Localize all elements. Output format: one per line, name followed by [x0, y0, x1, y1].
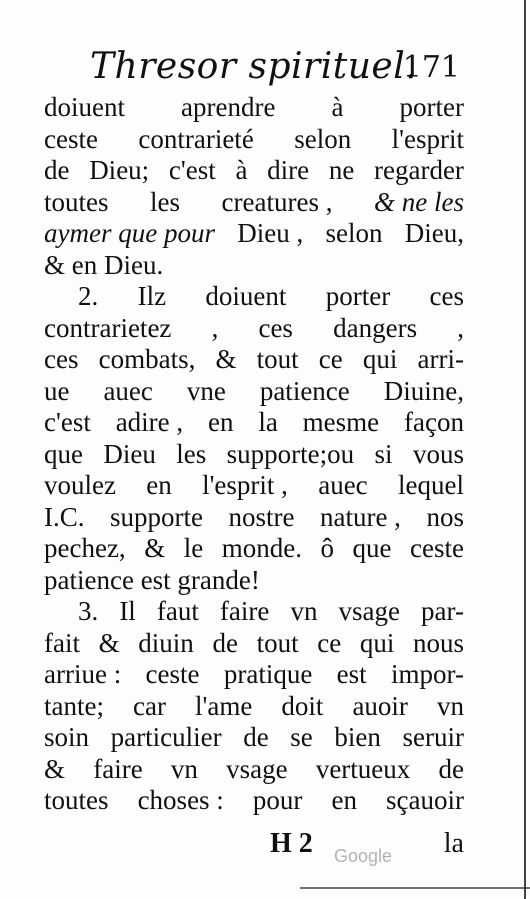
word: aprendre	[181, 92, 276, 122]
word: dangers	[333, 312, 418, 343]
word: bien	[334, 722, 381, 752]
word: arriue :	[44, 659, 122, 689]
word: se	[290, 722, 313, 752]
word: nostre	[228, 501, 295, 532]
word: Il	[119, 596, 136, 626]
word: ne	[328, 155, 355, 185]
text-line	[44, 565, 464, 597]
word: particulier	[110, 722, 222, 752]
word: nous	[412, 627, 464, 658]
word: patience est grande!	[44, 564, 260, 595]
word: ces	[44, 344, 79, 374]
word: qui	[362, 344, 398, 374]
text-line	[44, 376, 464, 408]
word: toutes	[44, 785, 109, 815]
word: la	[258, 407, 278, 437]
word: c'est	[44, 407, 91, 437]
word: supporte	[110, 501, 203, 532]
word: vn	[170, 753, 198, 784]
word: vous	[412, 438, 464, 469]
word: voulez	[44, 470, 116, 500]
word: impor-	[391, 659, 464, 689]
word: est	[336, 659, 367, 689]
word: contrarietez	[44, 312, 172, 343]
word: tout	[256, 627, 299, 658]
word: l'esprit	[391, 123, 464, 154]
text-line	[44, 281, 464, 313]
text-line	[44, 124, 464, 156]
word: ue	[44, 375, 70, 406]
word: ce	[317, 627, 342, 658]
word: qui	[359, 627, 395, 658]
word: Dieu	[103, 438, 156, 469]
text-line	[44, 691, 464, 723]
google-watermark: Google	[334, 846, 393, 866]
word: porter	[399, 92, 464, 122]
word: diuin	[138, 627, 194, 658]
word: de	[212, 627, 238, 658]
word: de	[243, 722, 269, 752]
text-line	[44, 533, 464, 565]
word: auoir	[352, 690, 408, 721]
word: Diuine,	[383, 375, 464, 406]
word: l'ame	[195, 690, 253, 721]
text-line	[44, 407, 464, 439]
text-line	[44, 754, 464, 786]
word: monde.	[221, 533, 302, 563]
word: doiuent	[205, 281, 287, 311]
text-line	[44, 439, 464, 471]
word: vne	[186, 375, 226, 406]
text-line	[44, 628, 464, 660]
text-line	[44, 344, 464, 376]
word: faut	[156, 596, 199, 626]
word: les	[150, 186, 181, 217]
word: faire	[219, 596, 270, 626]
word: Ilz	[137, 281, 167, 311]
text-line	[44, 596, 464, 628]
word: par-	[421, 596, 464, 626]
word: &	[144, 533, 166, 563]
catchword: la	[443, 828, 464, 859]
word: porter	[325, 281, 391, 311]
word: pratique	[223, 659, 313, 689]
word: vsage	[226, 753, 288, 784]
word: vn	[436, 690, 464, 721]
word: ,	[211, 312, 219, 343]
word: ceste	[44, 123, 98, 154]
page-footer	[44, 826, 464, 866]
word: seruir	[402, 722, 464, 752]
word: à	[331, 92, 344, 122]
word: combats,	[98, 344, 196, 374]
page-edge-bottom	[300, 887, 530, 889]
word: nature ,	[319, 501, 401, 532]
word: fait	[44, 627, 80, 658]
word: faire	[93, 753, 143, 784]
word: selon	[325, 218, 383, 248]
word: les	[176, 438, 207, 469]
word: en	[208, 407, 234, 437]
word: contrarieté	[138, 123, 254, 154]
word: &	[215, 344, 237, 374]
word: façon	[404, 407, 464, 437]
running-title: Thresor spirituel.	[90, 46, 418, 87]
word: ce	[318, 344, 343, 374]
word: &	[98, 627, 120, 658]
word: auec	[103, 375, 153, 406]
word: vn	[290, 596, 318, 626]
word: car	[133, 690, 166, 721]
word: auec	[318, 470, 368, 500]
word: selon	[294, 123, 352, 154]
text-line	[44, 155, 464, 187]
word: doiuent	[44, 92, 125, 122]
word: tout	[256, 344, 299, 374]
word: Dieu ,	[237, 218, 304, 248]
body-text	[44, 92, 464, 817]
page-number: 171	[402, 50, 460, 85]
text-line	[44, 218, 464, 250]
word: doit	[281, 690, 324, 721]
word: ô	[320, 533, 335, 563]
word: dire	[267, 155, 310, 185]
text-line	[44, 92, 464, 124]
text-line	[44, 659, 464, 691]
italic-word: aymer que pour	[44, 218, 215, 248]
word: sçauoir	[386, 785, 464, 815]
word: l'esprit ,	[202, 470, 288, 500]
word: mesme	[302, 407, 380, 437]
word: 3.	[78, 596, 99, 626]
signature-mark: H 2	[270, 828, 313, 859]
word: pour	[252, 785, 303, 815]
word: ceste	[145, 659, 200, 689]
text-line	[44, 502, 464, 534]
word: si	[374, 438, 393, 469]
word: &	[44, 753, 66, 784]
word: Dieu,	[404, 218, 464, 248]
running-header	[80, 40, 460, 90]
word: c'est	[168, 155, 216, 185]
word: en	[146, 470, 172, 500]
word: adire ,	[115, 407, 184, 437]
word: nos	[426, 501, 464, 532]
word: le	[183, 533, 204, 563]
text-line	[44, 785, 464, 817]
word: vertueux	[315, 753, 411, 784]
italic-word: & ne les	[373, 186, 464, 217]
word: ces	[258, 312, 293, 343]
page-edge-right	[524, 0, 526, 899]
word: en	[331, 785, 357, 815]
word: de	[438, 753, 464, 784]
word: arri-	[417, 344, 464, 374]
word: choses :	[137, 785, 224, 815]
word: 2.	[78, 281, 99, 311]
word: & en Dieu.	[44, 249, 164, 280]
word: I.C.	[44, 501, 85, 532]
word: soin	[44, 722, 90, 752]
text-line	[44, 250, 464, 282]
word: que	[352, 533, 392, 563]
word: pechez,	[44, 533, 126, 563]
word: lequel	[397, 470, 464, 500]
word: ,	[457, 312, 464, 343]
text-line	[44, 722, 464, 754]
word: ces	[429, 281, 464, 311]
text-line	[44, 187, 464, 219]
word: supporte;ou	[226, 438, 355, 469]
word: regarder	[374, 155, 464, 185]
word: tante;	[44, 690, 104, 721]
word: que	[44, 438, 83, 469]
word: toutes	[44, 186, 109, 217]
word: Dieu;	[89, 155, 150, 185]
word: creatures ,	[221, 186, 333, 217]
word: vsage	[338, 596, 400, 626]
text-line	[44, 313, 464, 345]
text-line	[44, 470, 464, 502]
word: à	[235, 155, 248, 185]
word: patience	[259, 375, 350, 406]
word: de	[44, 155, 70, 185]
word: ceste	[410, 533, 464, 563]
